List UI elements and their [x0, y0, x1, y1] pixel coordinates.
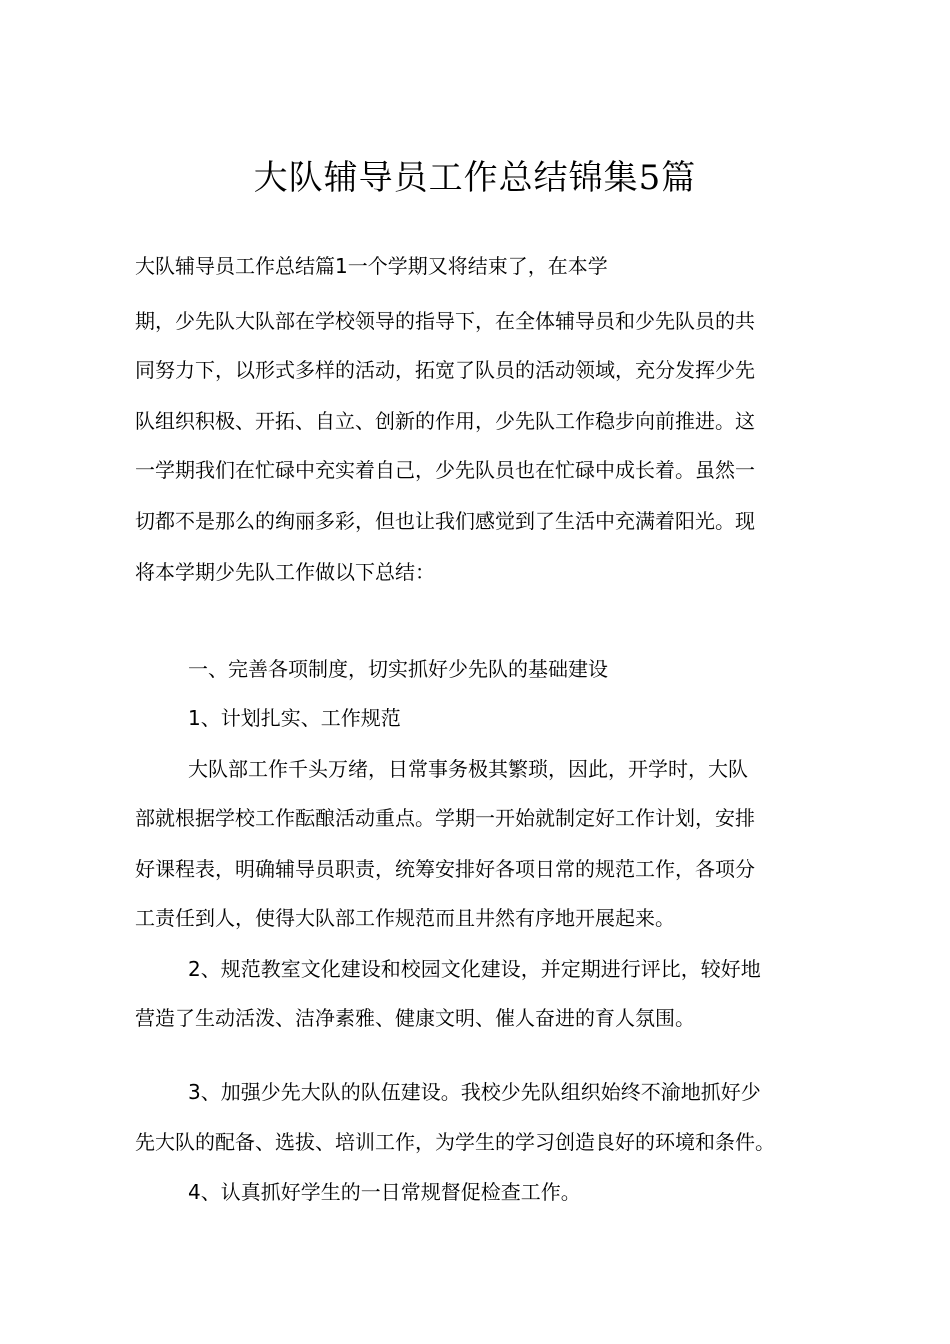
paragraph-line: 大队辅导员工作总结篇1一个学期又将结束了，在本学 [135, 254, 608, 278]
document-title: 大队辅导员工作总结锦集5篇 [253, 158, 697, 198]
paragraph-line: 先大队的配备、选拔、培训工作，为学生的学习创造良好的环境和条件。 [135, 1130, 775, 1154]
paragraph-line: 4、认真抓好学生的一日常规督促检查工作。 [188, 1180, 581, 1204]
paragraph-line: 大队部工作千头万绪，日常事务极其繁琐，因此，开学时，大队 [188, 757, 748, 781]
paragraph-line: 切都不是那么的绚丽多彩，但也让我们感觉到了生活中充满着阳光。现 [135, 509, 755, 533]
paragraph-line: 一学期我们在忙碌中充实着自己，少先队员也在忙碌中成长着。虽然一 [135, 458, 755, 482]
paragraph-line: 将本学期少先队工作做以下总结： [135, 560, 435, 584]
paragraph-line: 工责任到人，使得大队部工作规范而且井然有序地开展起来。 [135, 906, 675, 930]
paragraph-line: 期，少先队大队部在学校领导的指导下，在全体辅导员和少先队员的共 [135, 309, 755, 333]
section-heading: 一、完善各项制度，切实抓好少先队的基础建设 [188, 657, 608, 681]
subsection-heading: 1、计划扎实、工作规范 [188, 706, 401, 730]
paragraph-line: 营造了生动活泼、洁净素雅、健康文明、催人奋进的育人氛围。 [135, 1006, 695, 1030]
paragraph-line: 3、加强少先大队的队伍建设。我校少先队组织始终不渝地抓好少 [188, 1080, 761, 1104]
paragraph-line: 2、规范教室文化建设和校园文化建设，并定期进行评比，较好地 [188, 957, 761, 981]
paragraph-line: 好课程表，明确辅导员职责，统筹安排好各项日常的规范工作，各项分 [135, 857, 755, 881]
paragraph-line: 部就根据学校工作酝酿活动重点。学期一开始就制定好工作计划，安排 [135, 806, 755, 830]
paragraph-line: 同努力下，以形式多样的活动，拓宽了队员的活动领域，充分发挥少先 [135, 358, 755, 382]
paragraph-line: 队组织积极、开拓、自立、创新的作用，少先队工作稳步向前推进。这 [135, 409, 755, 433]
